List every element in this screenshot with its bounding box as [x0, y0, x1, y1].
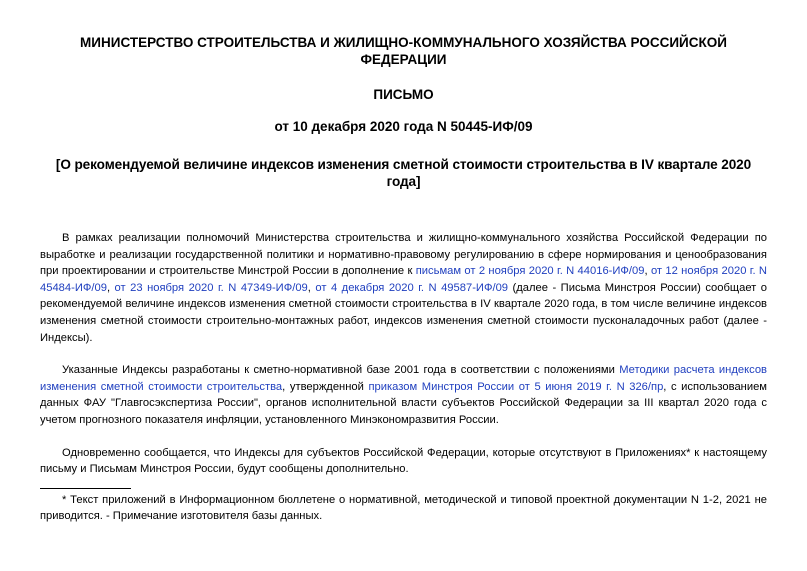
paragraph-2: [40, 362, 767, 428]
paragraph-1-text: ,: [106, 281, 115, 294]
paragraph-1-text: ,: [307, 281, 316, 294]
ministry-title: МИНИСТЕРСТВО СТРОИТЕЛЬСТВА И ЖИЛИЩНО-КОММУНАЛЬНОГО ХОЗЯЙСТВА РОССИЙСКОЙ ФЕДЕРАЦИИ: [80, 35, 727, 67]
document-type: ПИСЬМО: [373, 87, 434, 102]
link-letter-47349[interactable]: от 23 ноября 2020 г. N 47349-ИФ/09: [114, 281, 308, 294]
paragraph-1: [40, 230, 767, 346]
paragraph-1-text: (далее - Письма Минстроя России) сообщает о рекомендуемой величине индексов изменения сметной стоимости строительства в IV квартале 2020 года, в том числе величине индексов изменения сметной стоимости строительно-монтажных работ, индексов изменения сметной стоимости пусконаладочных работ (далее - Индексы).: [40, 281, 768, 344]
paragraph-2-text: , с использованием данных ФАУ "Главгосэкспертиза России", органов исполнительной власти субъектов Российской Федерации за III квартал 2020 года с учетом прогнозного показателя инфляции, установленного Минэкономразвития России.: [40, 380, 768, 426]
document-subject: [О рекомендуемой величине индексов изменения сметной стоимости строительства в IV квартале 2020 года]: [55, 157, 752, 189]
paragraph-3: Одновременно сообщается, что Индексы для субъектов Российской Федерации, которые отсутствуют в Приложениях* к настоящему письму и Письмам Минстроя России, будут сообщены дополнительно.: [40, 446, 767, 476]
footnote-separator: [40, 488, 131, 489]
link-methodology[interactable]: Методики расчета индексов изменения сметной стоимости строительства: [40, 364, 767, 393]
link-letter-44016[interactable]: письмам от 2 ноября 2020 г. N 44016-ИФ/09: [415, 265, 645, 278]
document-date-number: от 10 декабря 2020 года N 50445-ИФ/09: [274, 119, 533, 134]
link-letter-45484[interactable]: от 12 ноября 2020 г. N 45484-ИФ/09: [40, 265, 767, 294]
link-order-326[interactable]: приказом Минстроя России от 5 июня 2019 г. N 326/пр: [368, 380, 664, 393]
paragraph-2-text: , утвержденной: [282, 380, 369, 393]
link-letter-49587[interactable]: от 4 декабря 2020 г. N 49587-ИФ/09: [315, 281, 509, 294]
footnote: * Текст приложений в Информационном бюллетене о нормативной, методической и типовой проектной документации N 1-2, 2021 не приводится. - Примечание изготовителя базы данных.: [40, 493, 767, 523]
paragraph-1-text: ,: [644, 265, 651, 278]
paragraph-1-text: В рамках реализации полномочий Министерства строительства и жилищно-коммунального хозяйства Российской Федерации по выработке и реализации государственной политики и нормативно-правовому регулированию в сфере нормирования и ценообразования при проектировании и строительстве Минстрой России в дополнение к: [40, 232, 767, 278]
paragraph-2-text: Указанные Индексы разработаны к сметно-нормативной базе 2001 года в соответствии с положениями: [62, 364, 620, 377]
document-body: [40, 34, 767, 525]
